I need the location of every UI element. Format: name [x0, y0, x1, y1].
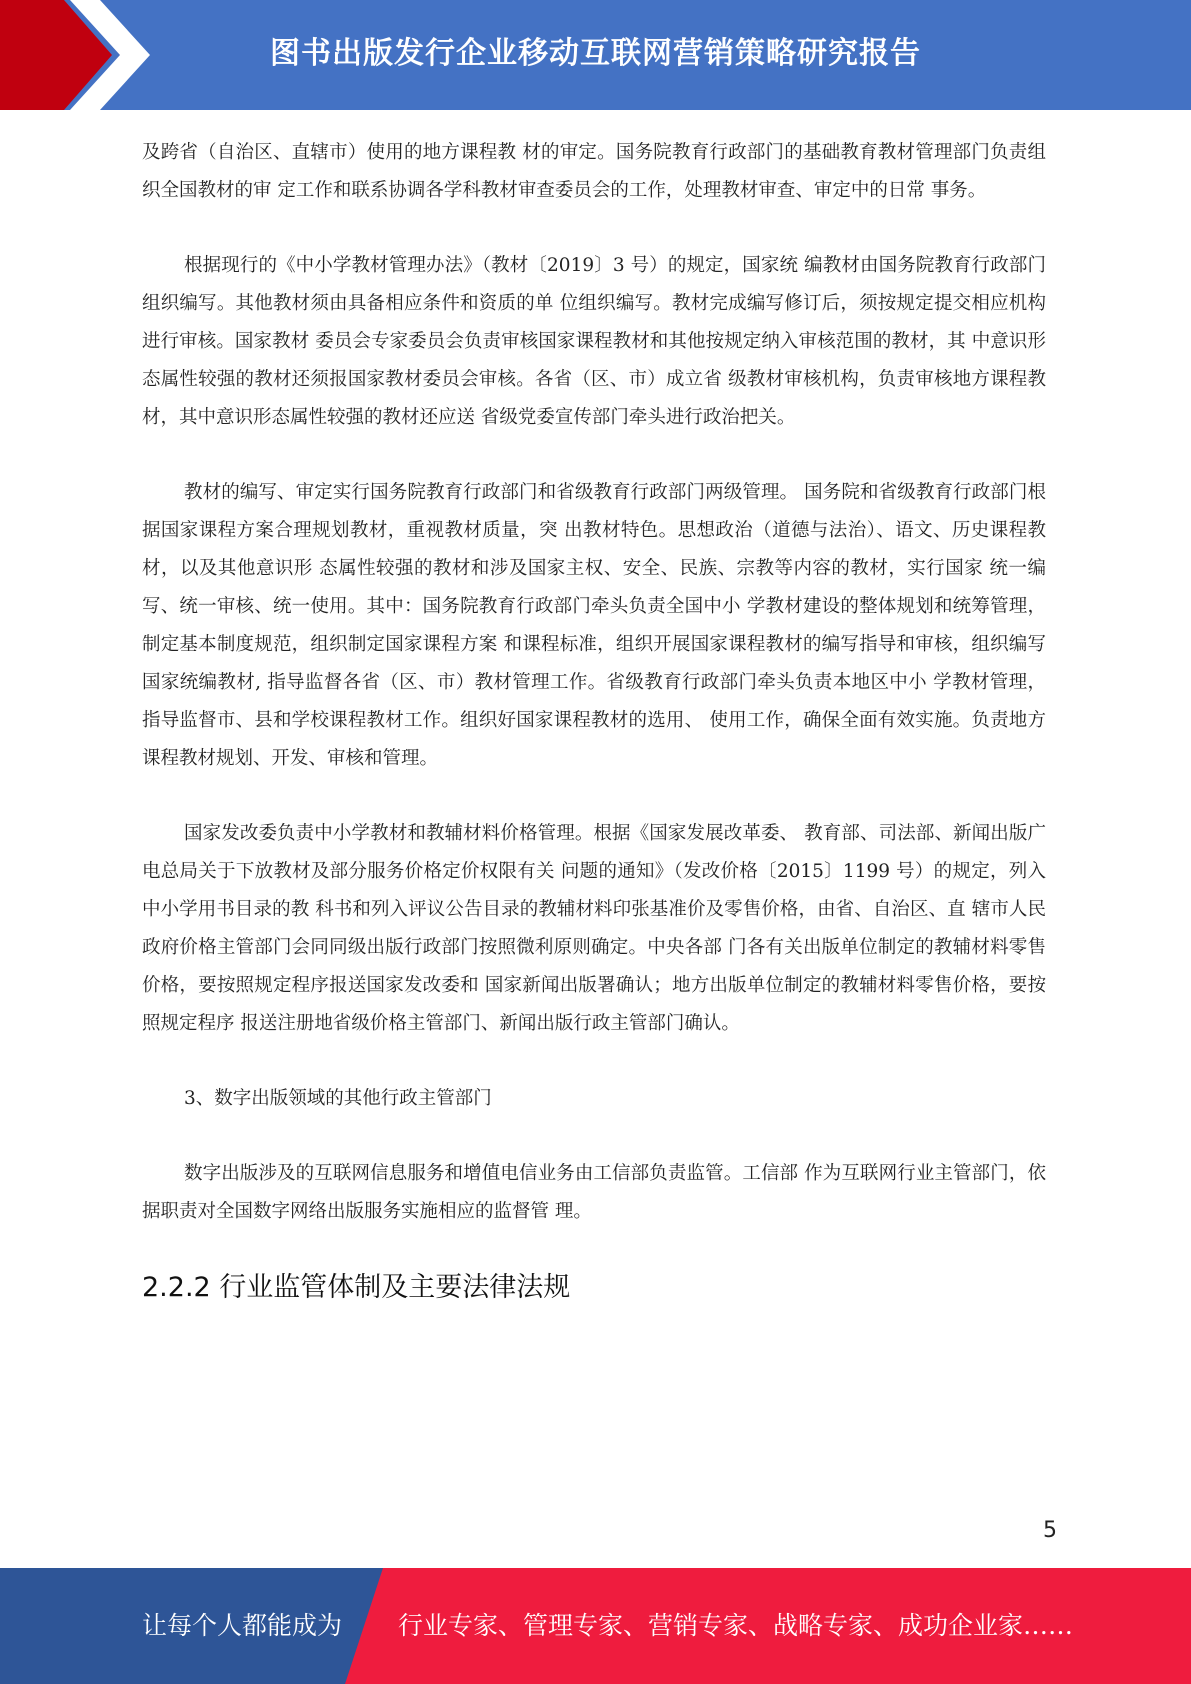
section-heading: 2.2.2 行业监管体制及主要法律法规 — [142, 1272, 571, 1303]
paragraph-1: 及跨省（自治区、直辖市）使用的地方课程教 材的审定。国务院教育行政部门的基础教育教材管理部门负责组织全国教材的审 定工作和联系协调各学科教材审查委员会的工作，处理教材审查、审定中的日常 事务。 — [142, 142, 1046, 201]
page-header — [0, 0, 1191, 110]
header-arrow-decoration — [0, 0, 150, 110]
paragraph-3: 教材的编写、审定实行国务院教育行政部门和省级教育行政部门两级管理。 国务院和省级教育行政部门根据国家课程方案合理规划教材，重视教材质量，突 出教材特色。思想政治（道德与法治）、语文、历史课程教材，以及其他意识形 态属性较强的教材和涉及国家主权、安全、民族、宗教等内容的教材，实行国家 统一编写、统一审核、统一使用。其中：国务院教育行政部门牵头负责全国中小 学教材建设的整体规划和统筹管理，制定基本制度规范，组织制定国家课程方案 和课程标准，组织开展国家课程教材的编写指导和审核，组织编写国家统编教材, 指导监督各省（区、市）教材管理工作。省级教育行政部门牵头负责本地区中小 学教材管理，指导监督市、县和学校课程教材工作。组织好国家课程教材的选用、 使用工作，确保全面有效实施。负责地方课程教材规划、开发、审核和管理。 — [142, 482, 1046, 769]
document-body — [142, 134, 1046, 1308]
footer-slogan-right: 行业专家、管理专家、营销专家、战略专家、成功企业家…… — [398, 1611, 1074, 1640]
page-footer — [0, 1568, 1191, 1684]
paragraph-5: 数字出版涉及的互联网信息服务和增值电信业务由工信部负责监管。工信部 作为互联网行业主管部门，依据职责对全国数字网络出版服务实施相应的监督管 理。 — [142, 1163, 1046, 1222]
header-title: 图书出版发行企业移动互联网营销策略研究报告 — [270, 36, 921, 71]
page-number: 5 — [1043, 1518, 1057, 1543]
paragraph-4: 国家发改委负责中小学教材和教辅材料价格管理。根据《国家发展改革委、 教育部、司法部、新闻出版广电总局关于下放教材及部分服务价格定价权限有关 问题的通知》（发改价格〔2015〕1199 号）的规定，列入中小学用书目录的教 科书和列入评议公告目录的教辅材料印张基准价及零售价格，由省、自治区、直 辖市人民政府价格主管部门会同同级出版行政部门按照微利原则确定。中央各部 门各有关出版单位制定的教辅材料零售价格，要按照规定程序报送国家发改委和 国家新闻出版署确认；地方出版单位制定的教辅材料零售价格，要按照规定程序 报送注册地省级价格主管部门、新闻出版行政主管部门确认。 — [142, 823, 1046, 1034]
footer-slogan-left: 让每个人都能成为 — [142, 1611, 343, 1640]
subsection-label: 3、数字出版领域的其他行政主管部门 — [184, 1088, 492, 1109]
paragraph-2: 根据现行的《中小学教材管理办法》（教材〔2019〕3 号）的规定，国家统 编教材由国务院教育行政部门组织编写。其他教材须由具备相应条件和资质的单 位组织编写。教材完成编写修订后，须按规定提交相应机构进行审核。国家教材 委员会专家委员会负责审核国家课程教材和其他按规定纳入审核范围的教材，其 中意识形态属性较强的教材还须报国家教材委员会审核。各省（区、市）成立省 级教材审核机构，负责审核地方课程教材，其中意识形态属性较强的教材还应送 省级党委宣传部门牵头进行政治把关。 — [142, 255, 1046, 428]
